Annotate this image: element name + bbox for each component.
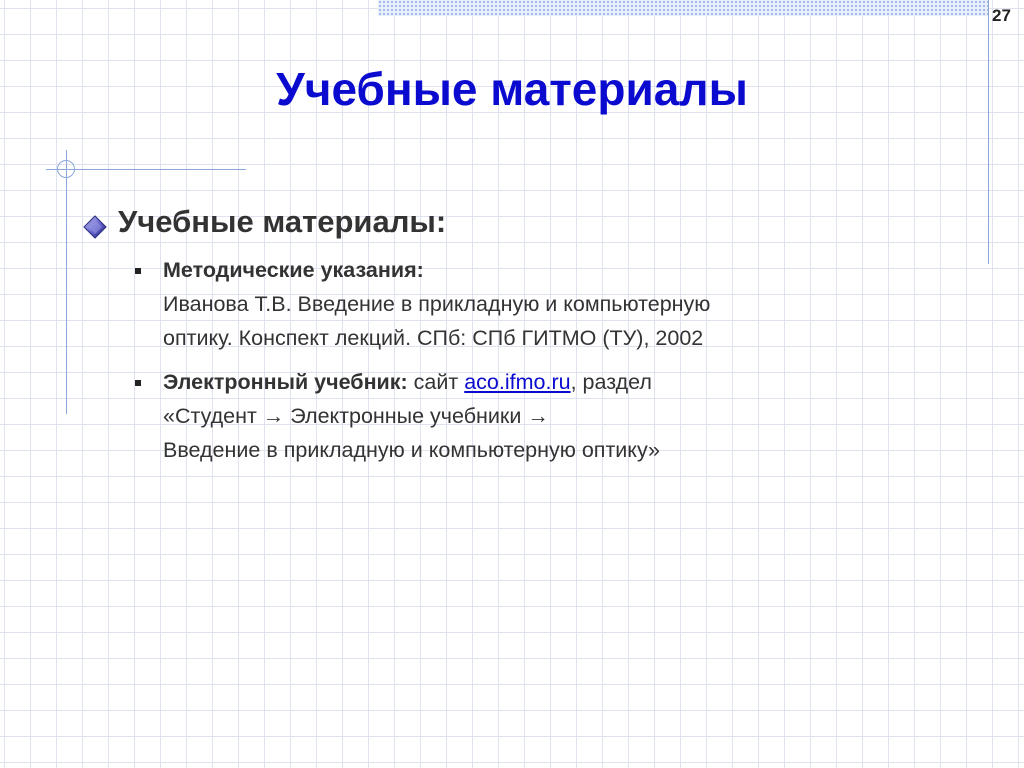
square-bullet-icon [135, 380, 141, 386]
item-line: Введение в прикладную и компьютерную оптику» [163, 438, 660, 462]
section-heading: Учебные материалы: [118, 204, 447, 239]
item-text: сайт [407, 370, 465, 394]
circle-decoration [57, 160, 75, 178]
item-line: оптику. Конспект лекций. СПб: СПб ГИТМО (ТУ), 2002 [163, 326, 704, 350]
item-label: Методические указания: [163, 258, 424, 282]
list-item-methodical [163, 253, 710, 355]
item-line: «Студент → Электронные учебники → [163, 404, 549, 428]
item-text: , раздел [570, 370, 652, 394]
slide-title: Учебные материалы [276, 63, 748, 115]
diamond-bullet-icon [82, 214, 108, 240]
vertical-decorative-rule [66, 150, 67, 414]
list-item-electronic-textbook [163, 365, 660, 467]
right-decorative-rule [988, 0, 989, 264]
item-line: Иванова Т.В. Введение в прикладную и компьютерную [163, 292, 711, 316]
site-link[interactable]: aco.ifmo.ru [464, 370, 571, 394]
square-bullet-icon [135, 268, 141, 274]
horizontal-decorative-rule [46, 169, 246, 170]
page-number: 27 [992, 6, 1011, 25]
item-label: Электронный учебник: [163, 370, 408, 394]
top-dotted-band [378, 0, 988, 16]
